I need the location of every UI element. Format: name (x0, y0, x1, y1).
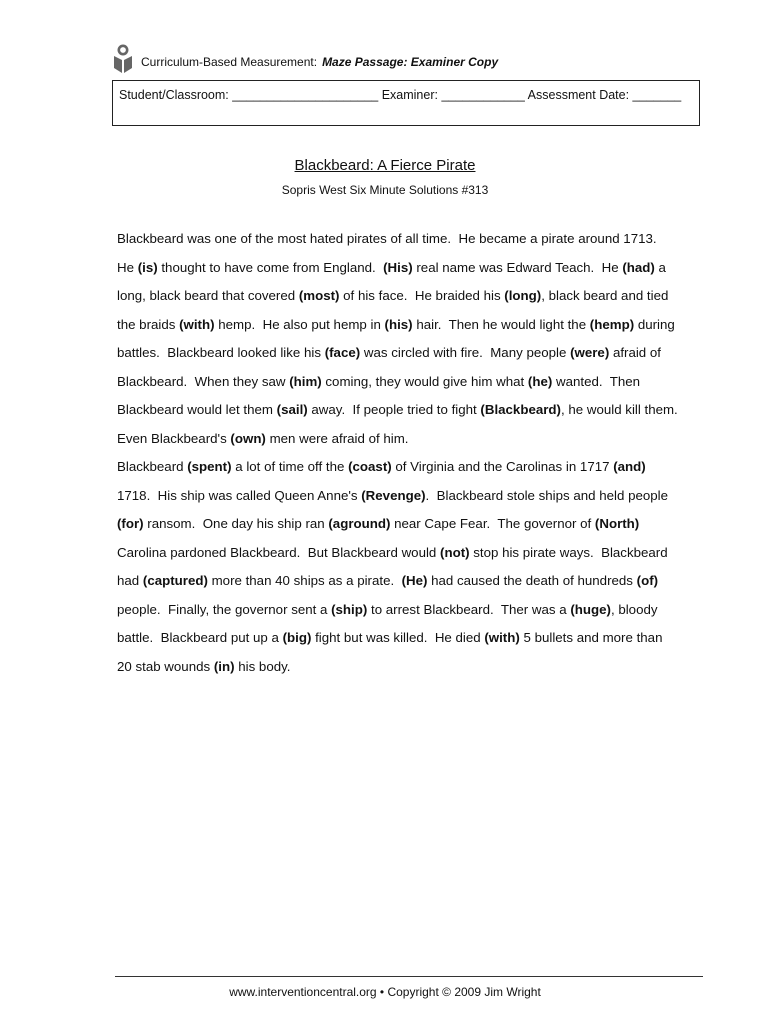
maze-answer-word: (Revenge) (361, 487, 426, 503)
page-footer: www.interventioncentral.org • Copyright © 2009 Jim Wright (229, 985, 541, 999)
passage-text: people. Finally, the governor sent a (117, 601, 332, 617)
passage-text: stop his pirate ways. Blackbeard (469, 544, 668, 560)
maze-answer-word: (coast) (348, 459, 392, 474)
passage-text: more than 40 ships as a pirate. (207, 573, 402, 588)
passage-line (117, 599, 717, 628)
maze-answer-word: (huge) (570, 601, 611, 617)
passage-text: Blackbeard (117, 459, 188, 474)
passage-text: had (117, 573, 143, 588)
passage-line (117, 456, 717, 485)
maze-answer-word: (He) (401, 573, 428, 588)
header-subtitle: Maze Passage: Examiner Copy (322, 55, 499, 69)
footer-divider (115, 976, 703, 977)
passage-text: hemp. He also put hemp in (214, 316, 385, 332)
document-subtitle: Sopris West Six Minute Solutions #313 (281, 183, 489, 197)
passage-line (117, 399, 717, 428)
passage-text: the braids (117, 316, 180, 332)
passage-text: was circled with fire. Many people (360, 345, 571, 360)
passage-line (117, 285, 717, 314)
passage-text: real name was Edward Teach. He (412, 259, 623, 275)
passage-text: his body. (234, 658, 291, 674)
passage-text: battles. Blackbeard looked like his (117, 345, 325, 360)
maze-answer-word: (with) (179, 316, 215, 332)
passage-text: battle. Blackbeard put up a (117, 630, 283, 645)
passage-text: , bloody (610, 601, 658, 617)
passage-text: 1718. His ship was called Queen Anne's (117, 487, 362, 503)
maze-answer-word: (he) (527, 373, 553, 389)
passage-text: fight but was killed. He died (311, 630, 485, 645)
passage-line (117, 627, 717, 656)
maze-answer-word: (and) (613, 459, 646, 474)
maze-answer-word: (for) (117, 516, 144, 531)
maze-answer-word: (face) (324, 345, 361, 360)
passage-line (117, 513, 717, 542)
maze-answer-word: (long) (504, 288, 542, 303)
page-header (141, 55, 498, 69)
maze-answer-word: (captured) (142, 573, 208, 588)
passage-line (117, 314, 717, 343)
header-title: Curriculum-Based Measurement: (141, 55, 318, 69)
passage-text: long, black beard that covered (117, 288, 299, 303)
passage-text: wanted. Then (552, 373, 641, 389)
passage-line (117, 570, 717, 599)
maze-answer-word: (him) (289, 373, 322, 389)
passage-text: Blackbeard. When they saw (117, 373, 290, 389)
passage-text: a (654, 259, 666, 275)
passage-text: had caused the death of hundreds (427, 573, 637, 588)
maze-answer-word: (North) (594, 516, 640, 531)
maze-answer-word: (sail) (276, 402, 308, 417)
maze-answer-word: (spent) (187, 459, 232, 474)
maze-answer-word: (is) (137, 259, 158, 275)
passage-text: Blackbeard would let them (117, 402, 277, 417)
student-info-box (112, 80, 700, 126)
maze-answer-word: (hemp) (589, 316, 635, 332)
maze-answer-word: (with) (484, 630, 520, 645)
maze-answer-word: (in) (213, 658, 235, 674)
passage-line (117, 257, 717, 286)
intervention-central-logo-icon (112, 44, 134, 74)
maze-answer-word: (His) (383, 259, 413, 275)
passage-line (117, 342, 717, 371)
passage-text: Carolina pardoned Blackbeard. But Blackbeard would (117, 544, 441, 560)
passage-text: coming, they would give him what (321, 373, 528, 389)
passage-line (117, 371, 717, 400)
passage-line (117, 542, 717, 571)
passage-text: away. If people tried to fight (307, 402, 481, 417)
passage-text: 5 bullets and more than (519, 630, 663, 645)
maze-answer-word: (were) (570, 345, 610, 360)
passage-text: He (117, 259, 138, 275)
passage-text: hair. Then he would light the (412, 316, 590, 332)
passage-text: to arrest Blackbeard. Ther was a (367, 601, 571, 617)
maze-answer-word: (Blackbeard) (480, 402, 561, 417)
passage-text: during (634, 316, 675, 332)
passage-text: 20 stab wounds (117, 658, 214, 674)
passage-text: of Virginia and the Carolinas in 1717 (391, 459, 614, 474)
maze-answer-word: (big) (282, 630, 312, 645)
maze-answer-word: (not) (440, 544, 470, 560)
passage-text: Even Blackbeard's (117, 430, 231, 446)
passage-line (117, 228, 717, 257)
passage-text: of his face. He braided his (339, 288, 505, 303)
passage-text: ransom. One day his ship ran (143, 516, 329, 531)
passage-line (117, 428, 717, 457)
maze-answer-word: (aground) (328, 516, 391, 531)
maze-answer-word: (had) (622, 259, 655, 275)
document-title (0, 157, 770, 175)
maze-answer-word: (ship) (331, 601, 368, 617)
document-title-text: Blackbeard: A Fierce Pirate (294, 157, 476, 174)
maze-answer-word: (of) (636, 573, 659, 588)
passage-text: , black beard and tied (541, 288, 669, 303)
passage-text: Blackbeard was one of the most hated pirates of all time. He became a pirate around 1713. (117, 231, 657, 246)
maze-answer-word: (his) (384, 316, 413, 332)
passage-line (117, 656, 717, 685)
maze-answer-word: (most) (298, 288, 340, 303)
passage-text: men were afraid of him. (265, 430, 409, 446)
passage-text: afraid of (609, 345, 661, 360)
maze-passage (117, 228, 717, 684)
passage-text: . Blackbeard stole ships and held people (425, 487, 669, 503)
passage-line (117, 485, 717, 514)
passage-text: thought to have come from England. (157, 259, 384, 275)
maze-answer-word: (own) (230, 430, 266, 446)
student-info-line: Student/Classroom: _____________________ Examiner: ____________ Assessment Date: _______ (119, 88, 682, 102)
passage-text: near Cape Fear. The governor of (390, 516, 595, 531)
passage-text: , he would kill them. (560, 402, 678, 417)
passage-text: a lot of time off the (231, 459, 349, 474)
